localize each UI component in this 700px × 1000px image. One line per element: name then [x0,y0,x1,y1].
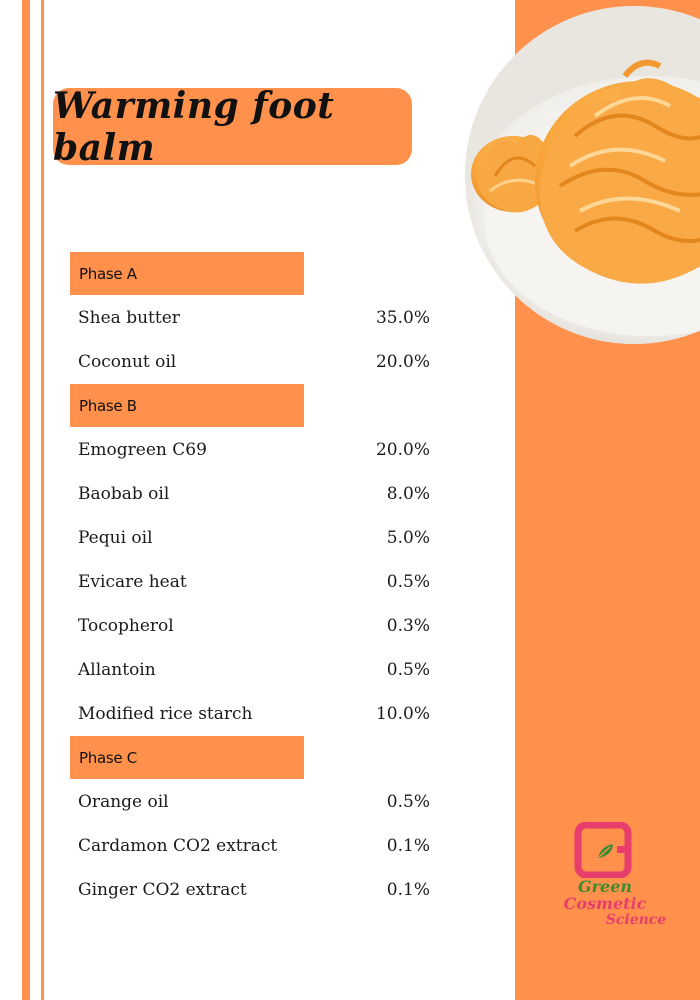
phase-header [70,384,304,427]
ingredient-percent: 0.5% [386,660,430,680]
phase-label: Phase C [79,748,137,767]
ingredient-percent: 35.0% [375,308,430,328]
ingredient-row [78,699,430,729]
logo-word-cosmetic: Cosmetic [563,894,647,913]
ingredient-percent: 20.0% [375,440,430,460]
ingredient-name: Ginger CO2 extract [78,880,247,900]
ingredient-name: Baobab oil [78,484,170,504]
ingredient-row [78,655,430,685]
ingredient-name: Modified rice starch [78,704,253,724]
ingredient-percent: 0.5% [386,792,430,812]
ingredient-percent: 0.1% [386,836,430,856]
ingredient-name: Tocopherol [78,616,174,636]
gc-monogram-icon [535,822,675,878]
ingredient-name: Orange oil [78,792,169,812]
ingredient-percent: 10.0% [375,704,430,724]
ingredient-percent: 5.0% [386,528,430,548]
phase-label: Phase A [79,264,137,283]
ingredient-row [78,567,430,597]
ingredient-percent: 0.1% [386,880,430,900]
phase-label: Phase B [79,396,137,415]
logo-wordmark [535,878,675,929]
brand-logo [535,822,675,928]
ingredient-row [78,479,430,509]
logo-word-science: Science [605,912,667,928]
ingredient-row [78,787,430,817]
ingredient-name: Coconut oil [78,352,177,372]
ingredient-row [78,875,430,905]
ingredient-name: Emogreen C69 [78,440,207,460]
ingredient-name: Allantoin [78,660,156,680]
ingredient-row [78,611,430,641]
ingredient-name: Pequi oil [78,528,153,548]
ingredient-row [78,303,430,333]
ingredient-name: Cardamon CO2 extract [78,836,278,856]
ingredient-row [78,347,430,377]
ingredient-percent: 8.0% [386,484,430,504]
ingredient-name: Shea butter [78,308,180,328]
page-title: Warming foot balm [53,84,335,169]
ingredient-row [78,435,430,465]
ingredient-percent: 0.5% [386,572,430,592]
ingredient-percent: 0.3% [386,616,430,636]
ingredient-row [78,831,430,861]
ingredient-percent: 20.0% [375,352,430,372]
phase-header [70,736,304,779]
phase-header [70,252,304,295]
ingredient-name: Evicare heat [78,572,187,592]
ingredient-row [78,523,430,553]
logo-word-green: Green [577,877,633,896]
